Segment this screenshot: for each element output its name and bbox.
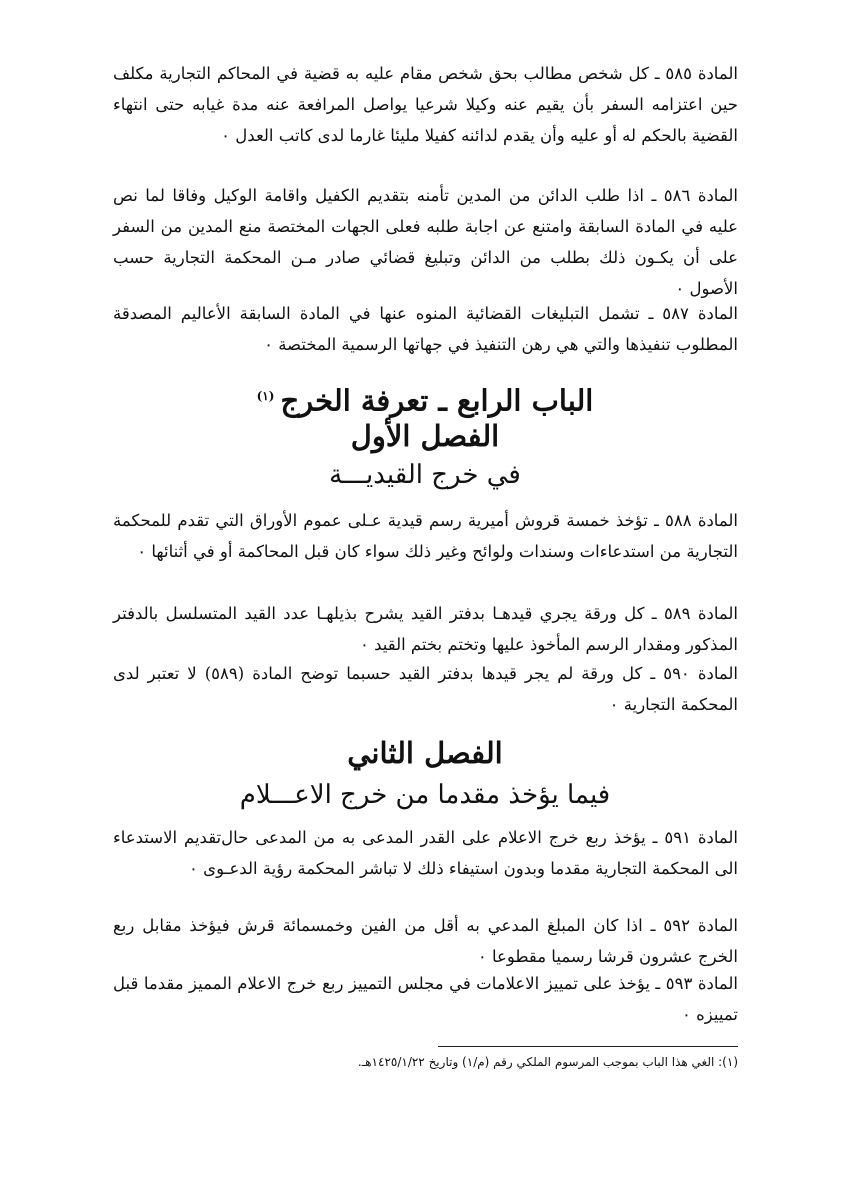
- article-587: [113, 298, 738, 360]
- chapter-2-subtitle: فيما يؤخذ مقدما من خرج الاعـــلام: [239, 780, 611, 810]
- article-592-text: المادة ٥٩٢ ـ اذا كان المبلغ المدعي به أقل من الفين وخمسمائة قرش فيؤخذ مقابل ربع الخرج عشرون قرشا رسميا مقطوعا ٠: [113, 916, 738, 966]
- article-589: [113, 598, 738, 660]
- part-4-heading: [0, 378, 850, 419]
- article-589-text: المادة ٥٨٩ ـ كل ورقة يجري قيدهـا بدفتر القيد يشرح بذيلهـا عدد القيد المتسلسل بالدفتر المذكور ومقدار الرسم المأخوذ عليها وتختم بختم القيد ٠: [113, 604, 738, 654]
- footnote-reference: (١): [256, 389, 275, 403]
- article-590: [113, 658, 738, 720]
- chapter-1-heading: الفصل الأول: [350, 419, 500, 453]
- article-585: [113, 58, 738, 151]
- article-585-text: المادة ٥٨٥ ـ كل شخص مطالب بحق شخص مقام عليه به قضية في المحاكم التجارية مكلف حين اعتزامه السفر بأن يقيم عنه وكيلا شرعيا يواصل المرافعة عنه مدة غيابه حتى انتهاء القضية بالحكم له أو عليه وأن يقدم لدائنه كفيلا مليئا غارما لدى كاتب العدل ٠: [113, 64, 738, 145]
- article-590-text: المادة ٥٩٠ ـ كل ورقة لم يجر قيدها بدفتر القيد حسبما توضح المادة (٥٨٩) لا تعتبر لدى المحكمة التجارية ٠: [113, 664, 738, 714]
- chapter-2-heading: الفصل الثاني: [347, 736, 503, 770]
- article-593: [113, 968, 738, 1030]
- chapter-1-subtitle: في خرج القيديـــة: [329, 460, 521, 490]
- article-591-text: المادة ٥٩١ ـ يؤخذ ربع خرج الاعلام على القدر المدعى به من المدعى حال‌تقديم الاستدعاء الى المحكمة التجارية مقدما وبدون استيفاء ذلك لا تباشر المحكمة رؤية الدعـوى ٠: [113, 828, 738, 878]
- article-593-text: المادة ٥٩٣ ـ يؤخذ على تمييز الاعلامات في مجلس التمييز ربع خرج الاعلام المميز مقدما قبل تمييزه ٠: [113, 974, 738, 1024]
- part-4-title: الباب الرابع ـ تعرفة الخرج: [280, 383, 594, 418]
- article-588: [113, 505, 738, 567]
- article-587-text: المادة ٥٨٧ ـ تشمل التبليغات القضائية المنوه عنها في المادة السابقة الأعاليم المصدقة المطلوب تنفيذها والتي هي رهن التنفيذ في جهاتها الرسمية المختصة ٠: [113, 304, 738, 354]
- footnote-divider: [438, 1046, 738, 1047]
- article-586: [113, 180, 738, 304]
- footnote: (١): الغي هذا الباب بموجب المرسوم الملكي رقم (م/١) وتاريخ ١٤٢٥/١/٢٢هـ.: [357, 1055, 738, 1069]
- article-592: [113, 910, 738, 972]
- article-591: [113, 822, 738, 884]
- article-586-text: المادة ٥٨٦ ـ اذا طلب الدائن من المدين تأمنه بتقديم الكفيل واقامة الوكيل وفاقا لما نص عليه في المادة السابقة وامتنع عن اجابة طلبه فعلى الجهات المختصة منع المدين من السفر على أن يكـون ذلك بطلب من الدائن وتبليغ قضائي صادر مـن المحكمة التجارية حسب الأصول ٠: [113, 186, 738, 298]
- article-588-text: المادة ٥٨٨ ـ تؤخذ خمسة قروش أميرية رسم قيدية عـلى عموم الأوراق التي تقدم للمحكمة التجارية من استدعاءات وسندات ولوائح وغير ذلك سواء كان قبل المحاكمة أو في أثنائها ٠: [113, 511, 738, 561]
